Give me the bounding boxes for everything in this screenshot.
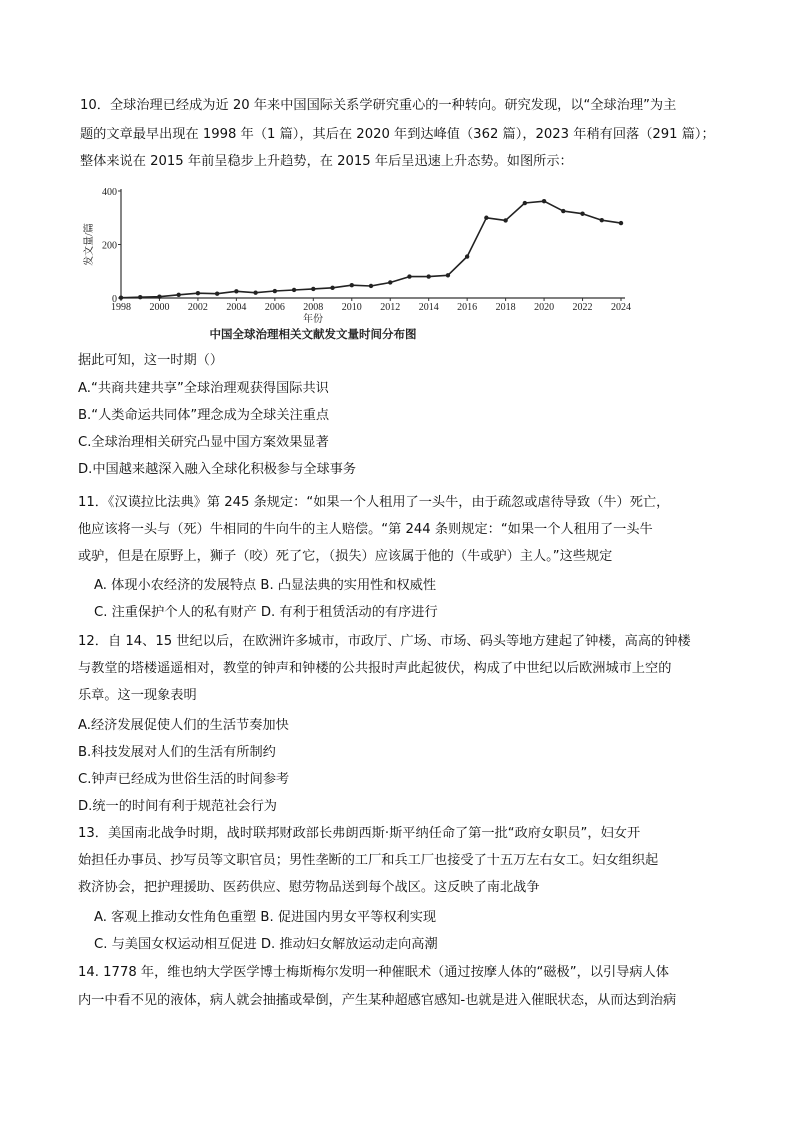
data-point [330, 286, 334, 290]
data-point [157, 294, 161, 298]
x-tick-label: 2002 [187, 302, 208, 313]
y-tick-label: 200 [102, 240, 117, 252]
data-point [465, 254, 469, 258]
q11-line-1: 11．《汉谟拉比法典》第 245 条规定：“如果一个人租用了一头牛，由于疏忽或虐待导致（牛）死亡， [78, 495, 670, 510]
data-point [369, 284, 373, 288]
x-tick-label: 2020 [534, 302, 555, 313]
data-point [523, 201, 527, 205]
x-tick-label: 2022 [572, 302, 593, 313]
data-point [311, 287, 315, 291]
q10-option-d: D.中国越来越深入融入全球化积极参与全球事务 [78, 462, 357, 477]
q10-line-1: 10．全球治理已经成为近 20 年来中国国际关系学研究重心的一种转向。研究发现，以“全球治理”为主 [80, 98, 677, 113]
chart-title: 中国全球治理相关文献发文量时间分布图 [209, 329, 417, 341]
x-tick-label: 2000 [149, 302, 170, 313]
q10-line-2: 题的文章最早出现在 1998 年（1 篇），其后在 2020 年到达峰值（362 篇），2023 年稍有回落（291 篇）； [80, 127, 715, 142]
x-tick-label: 2008 [303, 302, 324, 313]
data-point [253, 290, 257, 294]
data-point [600, 218, 604, 222]
x-tick-label: 2014 [418, 302, 439, 313]
data-point [196, 291, 200, 295]
q10-stem: 据此可知，这一时期（） [78, 353, 224, 368]
data-point [215, 292, 219, 296]
q11-line-2: 他应该将一头与（死）牛相同的牛向牛的主人赔偿。“第 244 条则规定：“如果一个人租用了一头牛 [78, 522, 653, 537]
q13-options-ab: A. 客观上推动女性角色重塑 B. 促进国内男女平等权利实现 [94, 910, 437, 925]
data-point [542, 199, 546, 203]
x-tick-label: 1998 [111, 302, 131, 313]
x-tick-label: 2006 [264, 302, 285, 313]
data-point [484, 216, 488, 220]
data-point [292, 288, 296, 292]
q12-option-b: B.科技发展对人们的生活有所制约 [78, 745, 276, 760]
q13-line-2: 始担任办事员、抄写员等文职官员；男性垄断的工厂和兵工厂也接受了十五万左右女工。妇女组织起 [78, 853, 659, 868]
q10-option-c: C.全球治理相关研究凸显中国方案效果显著 [78, 435, 329, 450]
data-point [407, 274, 411, 278]
q13-line-1: 13．美国南北战争时期，战时联邦财政部长弗朗西斯·斯平纳任命了第一批“政府女职员”，妇女开 [78, 826, 641, 841]
publication-line-chart [78, 183, 638, 348]
q10-option-a: A.“共商共建共享”全球治理观获得国际共识 [78, 381, 329, 396]
q13-options-cd: C. 与美国女权运动相互促进 D. 推动妇女解放运动走向高潮 [94, 937, 438, 952]
q12-option-d: D.统一的时间有利于规范社会行为 [78, 799, 277, 814]
data-point [619, 221, 623, 225]
data-point [503, 218, 507, 222]
data-point [446, 273, 450, 277]
data-point [138, 295, 142, 299]
x-tick-label: 2024 [611, 302, 631, 313]
q11-options-ab: A. 体现小农经济的发展特点 B. 凸显法典的实用性和权威性 [94, 578, 437, 593]
data-point [273, 289, 277, 293]
q10-option-b: B.“人类命运共同体”理念成为全球关注重点 [78, 408, 330, 423]
y-tick-label: 0 [112, 294, 117, 305]
series-line [121, 201, 621, 298]
q14-line-2: 内一中看不见的液体，病人就会抽搐或晕倒，产生某种超感官感知-也就是进入催眠状态，从而达到治病 [78, 993, 677, 1008]
x-axis-label: 年份 [303, 314, 323, 325]
data-point [561, 209, 565, 213]
q12-option-a: A.经济发展促使人们的生活节奏加快 [78, 718, 289, 733]
q10-line-3: 整体来说在 2015 年前呈稳步上升趋势，在 2015 年后呈迅速上升态势。如图所示： [80, 154, 573, 169]
q12-line-3: 乐章。这一现象表明 [78, 688, 197, 703]
y-axis-label: 发文量/篇 [84, 223, 95, 266]
data-point [119, 296, 123, 300]
q13-line-3: 救济协会，把护理援助、医药供应、慰劳物品送到每个战区。这反映了南北战争 [78, 880, 540, 895]
data-point [234, 289, 238, 293]
data-point [580, 212, 584, 216]
q11-options-cd: C. 注重保护个人的私有财产 D. 有利于租赁活动的有序进行 [94, 605, 438, 620]
data-point [388, 280, 392, 284]
x-tick-label: 2018 [495, 302, 516, 313]
q12-line-2: 与教堂的塔楼遥遥相对，教堂的钟声和钟楼的公共报时声此起彼伏，构成了中世纪以后欧洲城市上空的 [78, 661, 672, 676]
q12-line-1: 12．自 14、15 世纪以后，在欧洲许多城市，市政厅、广场、市场、码头等地方建起了钟楼，高高的钟楼 [78, 634, 691, 649]
x-tick-label: 2004 [226, 302, 247, 313]
x-tick-label: 2012 [380, 302, 401, 313]
data-point [350, 283, 354, 287]
q12-option-c: C.钟声已经成为世俗生活的时间参考 [78, 772, 290, 787]
x-tick-label: 2016 [457, 302, 478, 313]
x-tick-label: 2010 [341, 302, 362, 313]
data-point [426, 274, 430, 278]
y-tick-label: 400 [102, 187, 117, 198]
q11-line-3: 或驴，但是在原野上，狮子（咬）死了它，（损失）应该属于他的（牛或驴）主人。”这些规定 [78, 549, 613, 564]
q14-line-1: 14. 1778 年，维也纳大学医学博士梅斯梅尔发明一种催眠术（通过按摩人体的“磁极”，以引导病人体 [78, 965, 669, 980]
data-point [176, 293, 180, 297]
